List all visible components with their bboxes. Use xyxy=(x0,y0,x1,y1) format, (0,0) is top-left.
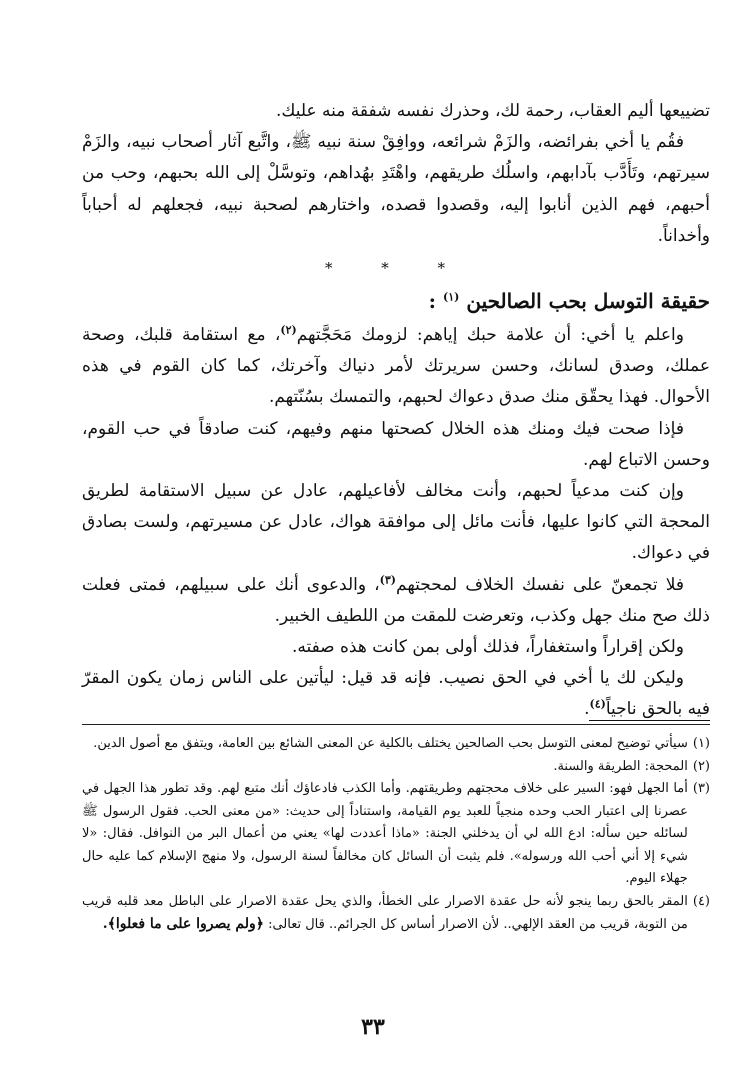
section-separator-stars: * * * xyxy=(324,259,468,278)
footnotes xyxy=(82,733,710,937)
paragraph-advice: فقُم يا أخي بفرائضه، والزَمْ شرائعه، ووافِقْ سنة نبيه ﷺ، واتَّبع آثار أصحاب نبيه، والزَمْ سيرتهم، وتَأَدَّب بآدابهم، واسلُك طريقهم، واهْتَدِ بهُداهم، وتوسَّلْ إلى الله بحبهم، وحب من أحبهم، فهم الذين أنابوا إليه، وقصدوا قصده، واختارهم لصحبة نبيه، فجعلهم له أحباباً وأخداناً. xyxy=(82,132,710,246)
paragraph-confession: ولكن إقراراً واستغفاراً، فذلك أولى بمن كانت هذه صفته. xyxy=(291,637,684,658)
paragraph-share-of-truth: وليكن لك يا أخي في الحق نصيب. فإنه قد قيل: ليأتين على الناس زمان يكون المقرّ فيه بالحق ناجياً$^{(٤)}$. xyxy=(82,668,710,720)
paragraph-do-not-combine: فلا تجمعنّ على نفسك الخلاف لمحجتهم$^{(٣)}$، والدعوى أنك على سبيلهم، فمتى فعلت ذلك صح منك جهل وكذب، وتعرضت للمقت من اللطيف الخبير. xyxy=(82,572,710,626)
footnote-4 xyxy=(82,891,710,937)
footnote-ref-2[interactable]: (٢) xyxy=(280,323,297,337)
paragraph-if-claimant: وإن كنت مدعياً لحبهم، وأنت مخالف لأفاعيلهم، عادل عن سبيل الاستقامة لطريق المحجة التي كانوا عليها، فأنت مائل إلى موافقة هواك، عادل عن مسيرتهم، ولست بصادق في دعواك. xyxy=(82,481,710,564)
footnote-2 xyxy=(82,756,710,779)
section-heading xyxy=(82,282,710,320)
quran-quote: ﴿ولم يصروا على ما فعلوا﴾. xyxy=(102,916,264,932)
footnote-text: أما الجهل فهو: السير على خلاف محجتهم وطريقتهم. وأما الكذب فادعاؤك أنك متبع لهم. وقد تطور هذا الجهل في عصرنا إلى اعتبار الحب وحده منجياً للعبد يوم القيامة، واستناداً إلى حديث: «من معنى الحب. فقول الرسول ﷺ لسائله حين سأله: ادع الله لي أن يدخلني الجنة: «ماذا أعددت لها» يعني من أعمال البر من النوافل. فقال: «لا شيء إلا أني أحب الله ورسوله». فلم يثبت أن السائل كان مخالفاً لسنة الرسول، ولا منهج الإسلام كما عليه حال جهلاء اليوم. xyxy=(82,781,688,886)
footnote-number: (٤) xyxy=(692,893,710,909)
main-text xyxy=(82,96,710,726)
footnote-ref-1[interactable]: (١) xyxy=(443,290,460,304)
footnote-3 xyxy=(82,778,710,891)
heading-colon: : xyxy=(428,289,437,314)
footnote-ref-4[interactable]: (٤) xyxy=(589,697,606,711)
footnote-number: (٣) xyxy=(692,781,710,796)
footnote-divider xyxy=(82,724,710,725)
footnote-text: المحجة: الطريقة والسنة. xyxy=(553,758,688,774)
paragraph-love-sign: واعلم يا أخي: أن علامة حبك إياهم: لزومك مَحَجَّتهم$^{(٢)}$، مع استقامة قلبك، وصحة عملك، وصدق لسانك، وحسن سريرتك لأمر دنياك وآخرتك، كما كان القوم في هذه الأحوال. فهذا يحقّق منك صدق دعواك لحبهم، والتمسك بسُنّتهم. xyxy=(82,323,710,408)
footnote-1 xyxy=(82,733,710,756)
paragraph-continuation: تضييعها أليم العقاب، رحمة لك، وحذرك نفسه شفقة منه عليك. xyxy=(276,101,710,121)
footnote-number: (١) xyxy=(692,736,710,751)
footnote-text: المقر بالحق ربما ينجو لأنه حل عقدة الاصرار على الخطأ، والذي يحل عقدة الاصرار على الباطل معد قلبه قريب من التوبة، قريب من العقد الإلهي.. لأن الاصرار أساس كل الجرائم.. قال تعالى: ﴿ولم يصروا على ما فعلوا﴾. xyxy=(82,893,688,932)
page-number: ٣٣ xyxy=(361,1014,385,1040)
footnote-ref-3[interactable]: (٣) xyxy=(379,572,396,586)
underlined-phrase: فيه بالحق ناجياً$^{(٤)}$ xyxy=(589,697,710,720)
footnote-text: سيأتي توضيح لمعنى التوسل بحب الصالحين يختلف بالكلية عن المعنى الشائع بين العامة، ويتفق مع أصول الدين. xyxy=(93,736,688,751)
heading-text: حقيقة التوسل بحب الصالحين xyxy=(466,289,710,314)
paragraph-if-true: فإذا صحت فيك ومنك هذه الخلال كصحتها منهم وفيهم، كنت صادقاً في حب القوم، وحسن الاتباع لهم. xyxy=(82,418,710,470)
footnote-number: (٢) xyxy=(692,758,710,774)
